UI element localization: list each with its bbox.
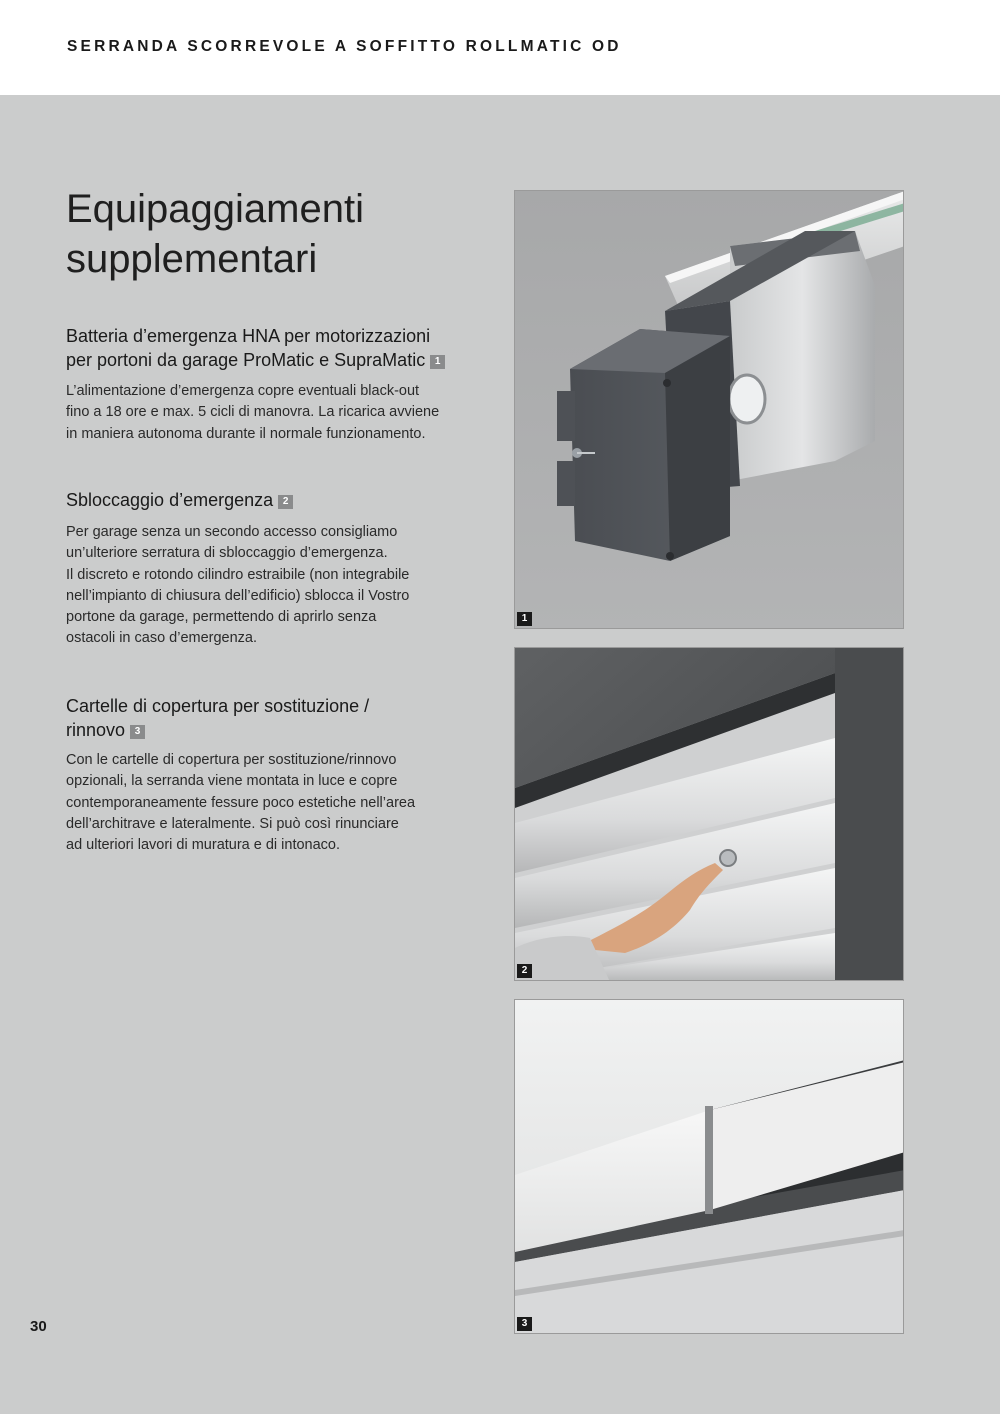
body-line: un’ulteriore serratura di sbloccaggio d’emergenza. (66, 545, 388, 562)
cover-plates-illustration (515, 1000, 904, 1334)
body-line: Il discreto e rotondo cilindro estraibile (non integrabile (66, 566, 410, 583)
section-title-line-text: rinnovo (66, 720, 126, 740)
body-line: opzionali, la serranda viene montata in luce e copre (66, 773, 398, 790)
photo-number-badge: 1 (517, 612, 532, 626)
figure-ref-badge: 3 (130, 725, 145, 739)
section-title-line (66, 348, 486, 372)
page-header (0, 0, 1000, 95)
figure-ref-badge: 2 (278, 495, 293, 509)
page-title (66, 184, 486, 284)
page-title-line-1: Equipaggiamenti (66, 187, 364, 231)
photo-emergency-battery (514, 190, 904, 629)
header-title: SERRANDA SCORREVOLE A SOFFITTO ROLLMATIC OD (67, 38, 622, 55)
section-body-battery (66, 381, 466, 445)
section-body-cover-plates (66, 750, 466, 856)
body-line: L’alimentazione d’emergenza copre eventuali black-out (66, 383, 420, 399)
section-title-line (66, 488, 486, 512)
body-line: contemporaneamente fessure poco estetiche nell’area (66, 794, 416, 811)
section-title-unlock (66, 488, 486, 512)
section-title-cover-plates (66, 694, 486, 742)
body-line: Per garage senza un secondo accesso consigliamo (66, 524, 398, 540)
body-line: ostacoli in caso d’emergenza. (66, 630, 258, 647)
body-line: portone da garage, permettendo di aprirlo senza (66, 609, 377, 626)
photo-cover-plates (514, 999, 904, 1334)
page-title-line-2: supplementari (66, 237, 318, 281)
section-title-line-text: Sbloccaggio d’emergenza (66, 490, 274, 510)
battery-illustration (515, 191, 904, 629)
section-body-unlock (66, 522, 466, 650)
section-title-line-text: per portoni da garage ProMatic e SupraMatic (66, 350, 426, 370)
photo-emergency-unlock (514, 647, 904, 981)
page-number: 30 (30, 1318, 47, 1335)
section-title-line: Cartelle di copertura per sostituzione / (66, 696, 370, 716)
unlock-illustration (515, 648, 904, 981)
body-line: in maniera autonoma durante il normale funzionamento. (66, 425, 426, 442)
body-line: nell’impianto di chiusura dell’edificio) sblocca il Vostro (66, 587, 410, 604)
body-line: Con le cartelle di copertura per sostituzione/rinnovo (66, 752, 397, 768)
section-title-battery (66, 324, 486, 372)
section-title-line (66, 718, 486, 742)
figure-ref-badge: 1 (430, 355, 445, 369)
body-line: ad ulteriori lavori di muratura e di intonaco. (66, 837, 341, 854)
body-line: fino a 18 ore e max. 5 cicli di manovra. La ricarica avviene (66, 404, 440, 421)
photo-number-badge: 3 (517, 1317, 532, 1331)
photo-number-badge: 2 (517, 964, 532, 978)
body-line: dell’architrave e lateralmente. Si può così rinunciare (66, 815, 399, 832)
section-title-line: Batteria d’emergenza HNA per motorizzazioni (66, 326, 431, 346)
